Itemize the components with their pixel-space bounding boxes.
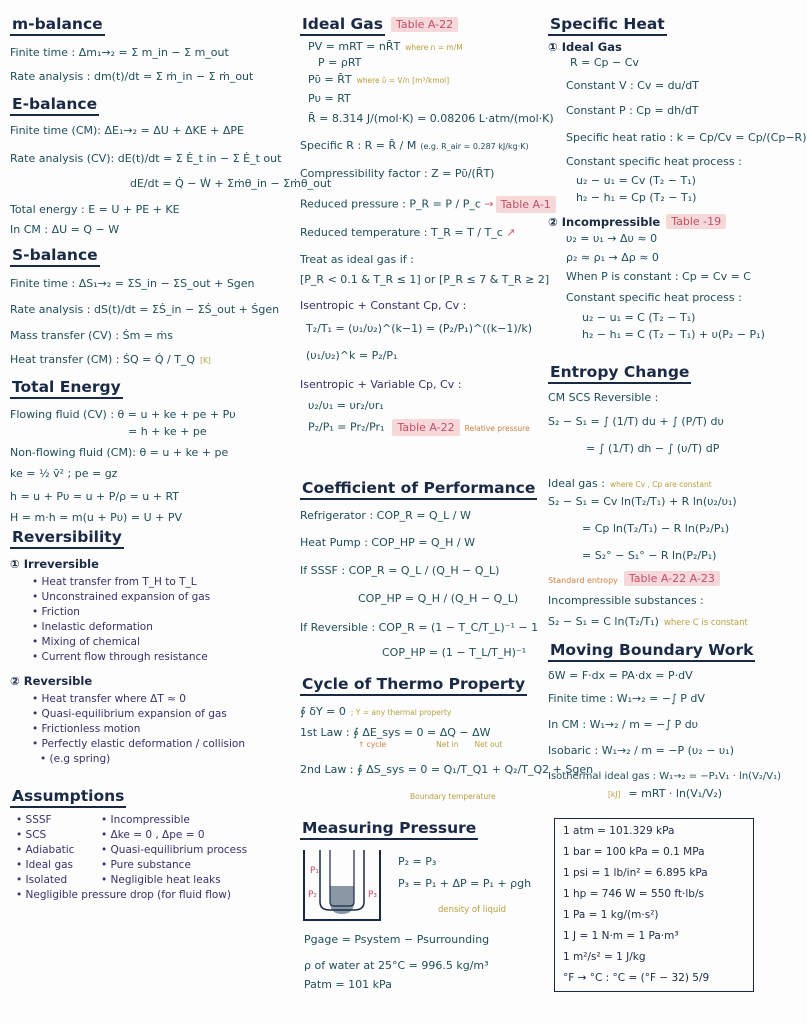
m-balance-heading: m-balance [10,15,105,36]
ideal-gas-eq-1: PV = mRT = nR̄T where n = m/M [308,40,463,53]
e-balance-heading: E-balance [10,95,99,116]
incompressible-subheading: ② Incompressible [548,215,661,229]
water-density: ρ of water at 25°C = 996.5 kg/m³ [304,959,489,972]
list-item: • Pure substance [101,858,247,873]
entropy-cm-eq-1: S₂ − S₁ = ∫ (1/T) du + ∫ (P/T) dυ [548,415,724,428]
flowing-fluid: Flowing fluid (CV) : θ = u + ke + pe + Pυ [10,408,236,421]
sh-ig-7: h₂ − h₁ = Cp (T₂ − T₁) [576,191,697,204]
entropy-incomp-title: Incompressible substances : [548,594,704,607]
cop-reversible-hp: COP_HP = (1 − T_L/T_H)⁻¹ [382,646,527,659]
ideal-gas-section [300,14,556,436]
irreversible-list [10,575,245,665]
reversible-list [10,692,245,767]
list-item: • Perfectly elastic deformation / collision [32,737,245,752]
flowing-fluid-2: = h + ke + pe [128,425,207,438]
ideal-gas-condition: [P_R < 0.1 & T_R ≤ 1] or [P_R ≤ 7 & T_R ≥ 2] [300,273,550,286]
sh-ig-6: u₂ − u₁ = Cv (T₂ − T₁) [576,174,696,187]
p2-label: P₂ [308,890,318,900]
manometer-svg [300,846,384,922]
conversion-row: 1 psi = 1 lb/in² = 6.895 kPa [563,867,708,879]
s-balance-section [10,245,279,368]
p3-label: P₃ [368,890,378,900]
table-a22-tag: Table A-22 [392,419,459,436]
e-balance-rate: Rate analysis (CV): dE(t)/dt = Σ Ė_t in − Σ Ė_t out [10,152,282,165]
isentropic-const-title: Isentropic + Constant Cp, Cv : [300,299,467,312]
mbw-eq-1: δW = F·dx = PA·dx = P·dV [548,669,693,682]
entropy-ideal-gas-title: Ideal gas : where Cv , Cp are constant [548,477,712,490]
measuring-pressure-heading: Measuring Pressure [300,819,478,840]
table-tag: Table A-22 [391,17,458,32]
conversion-row: 1 atm = 101.329 kPa [563,825,675,837]
list-item: • Isolated [16,873,101,888]
conversion-row: °F → °C : °C = (°F − 32) 5/9 [563,972,710,984]
sh-ig-2: Constant V : Cv = du/dT [566,79,699,92]
enthalpy-total: H = m·h = m(u + Pυ) = U + PV [10,511,182,524]
sh-inc-2: ρ₂ ≈ ρ₁ → Δρ ≈ 0 [566,251,659,264]
e-balance-section [10,94,331,237]
measuring-pressure-section [300,818,478,840]
total-energy-heading: Total Energy [10,378,123,399]
reversible-heading: ② Reversible [10,674,93,688]
ideal-gas-header [300,14,556,36]
specific-heat-heading: Specific Heat [548,15,667,36]
list-item: • Current flow through resistance [32,650,245,665]
cop-heading: Coefficient of Performance [300,479,537,500]
enthalpy-specific: h = u + Pυ = u + P/ρ = u + RT [10,490,180,503]
reduced-pressure: Reduced pressure : P_R = P / P_c → Table A-1 [300,196,556,213]
list-item: • Incompressible [101,813,247,828]
list-item: • Inelastic deformation [32,620,245,635]
cycle-notes: ↑ cycle Net in Net out [358,740,503,749]
table-19-tag: Table -19 [666,214,726,229]
table-a22-a23-tag: Table A-22 A-23 [624,571,720,586]
mass-transfer: Mass transfer (CV) : Ṡm = ṁs [10,329,173,342]
reversibility-section [10,527,245,767]
entropy-change-section [548,362,748,631]
assumptions-section [10,786,247,903]
isentropic-var-eq-2: P₂/P₁ = Pr₂/Pr₁ Table A-22 Relative pressure [308,420,530,434]
cop-heat-pump: Heat Pump : COP_HP = Q_H / W [300,536,475,549]
list-item: • Negligible heat leaks [101,873,247,888]
list-item: • Negligible pressure drop (for fluid flow) [10,888,247,903]
ideal-gas-eq-2: P = ρRT [318,56,362,69]
total-energy-def: Total energy : E = U + PE + KE [10,203,180,216]
entropy-incomp-eq: S₂ − S₁ = C ln(T₂/T₁) where C is constant [548,615,748,628]
entropy-ig-eq-3: = S₂° − S₁° − R ln(P₂/P₁) [582,549,717,562]
s-balance-heading: S-balance [10,246,100,267]
mbw-eq-2: Finite time : W₁→₂ = −∫ P dV [548,692,705,705]
list-item: • SSSF [16,813,101,828]
sh-inc-4: Constant specific heat process : [566,291,742,304]
non-flowing-fluid: Non-flowing fluid (CM): θ = u + ke + pe [10,446,229,459]
list-item: • SCS [16,828,101,843]
unit-conversion-box [554,818,754,992]
entropy-ig-eq-2: = Cp ln(T₂/T₁) − R ln(P₂/P₁) [582,522,730,535]
list-item: • Friction [32,605,245,620]
conversion-row: 1 Pa = 1 kg/(m·s²) [563,909,659,921]
isentropic-const-eq-2: (υ₁/υ₂)^k = P₂/P₁ [306,349,398,362]
sh-inc-1: υ₂ = υ₁ → Δυ ≈ 0 [566,232,658,245]
m-balance-finite: Finite time : Δm₁→₂ = Σ m_in − Σ m_out [10,46,229,59]
assumptions-right [101,813,247,888]
e-balance-rate-expanded: dE/dt = Q̇ − Ẇ + Σṁθ_in − Σṁθ_out [130,177,332,190]
reduced-temperature: Reduced temperature : T_R = T / T_c ↗ [300,226,516,239]
ideal-gas-eq-4: Pυ = RT [308,92,351,105]
cop-refrigerator: Refrigerator : COP_R = Q_L / W [300,509,471,522]
list-item: • Heat transfer from T_H to T_L [32,575,245,590]
list-item: • Unconstrained expansion of gas [32,590,245,605]
cop-reversible-r: If Reversible : COP_R = (1 − T_C/T_L)⁻¹ − 1 [300,621,539,634]
conversion-row: 1 bar = 100 kPa = 0.1 MPa [563,846,705,858]
cop-sssf-r: If SSSF : COP_R = Q_L / (Q_H − Q_L) [300,564,500,577]
boundary-temp-note: Boundary temperature [410,792,496,801]
cycle-first-law: 1st Law : ∮ ΔE_sys = 0 = ΔQ − ΔW [300,726,491,739]
cycle-second-law: 2nd Law : ∮ ΔS_sys = 0 = Q₁/T_Q1 + Q₂/T_Q2 + Sgen [300,763,594,776]
list-item: • Quasi-equilibrium expansion of gas [32,707,245,722]
list-item: • Mixing of chemical [32,635,245,650]
atmospheric-pressure: Patm = 101 kPa [304,978,392,991]
mbw-eq-5: Isothermal ideal gas : W₁→₂ = −P₁V₁ · ln(V₂/V₁) [548,771,782,782]
entropy-change-heading: Entropy Change [548,363,691,384]
specific-r: Specific R : R = R̄ / M (e.g. R_air = 0.287 kJ/kg·K) [300,139,529,152]
list-item: • Quasi-equilibrium process [101,843,247,858]
s-balance-finite: Finite time : ΔS₁→₂ = ΣS_in − ΣS_out + Sgen [10,277,255,290]
m-balance-section [10,14,253,84]
manometer-diagram [300,846,384,922]
standard-entropy-note: Standard entropy Table A-22 A-23 [548,568,748,587]
ideal-gas-eq-3: Pῡ = R̄T where ῡ = V/n [m³/kmol] [308,73,450,86]
table-a1-tag: Table A-1 [496,196,556,213]
conversion-row: 1 J = 1 N·m = 1 Pa·m³ [563,930,679,942]
isentropic-var-title: Isentropic + Variable Cp, Cv : [300,378,462,391]
sh-ig-4: Specific heat ratio : k = Cp/Cv = Cp/(Cp−R) [566,131,807,144]
assumptions-grid [10,813,247,888]
list-item: • Frictionless motion [32,722,245,737]
cm-energy: In CM : ΔU = Q − W [10,223,120,236]
mbw-eq-3: In CM : W₁→₂ / m = −∫ P dυ [548,718,699,731]
entropy-cm-title: CM SCS Reversible : [548,391,659,404]
pressure-eq-2: P₃ = P₁ + ΔP = P₁ + ρgh [398,877,532,890]
list-item: • Δke = 0 , Δpe = 0 [101,828,247,843]
list-item: • Adiabatic [16,843,101,858]
compressibility: Compressibility factor : Z = Pῡ/(R̄T) [300,167,495,180]
sh-inc-5: u₂ − u₁ = C (T₂ − T₁) [582,311,696,324]
conversion-row: 1 m²/s² = 1 J/kg [563,951,646,963]
list-item: • Ideal gas [16,858,101,873]
list-item-continued: • (e.g spring) [32,752,245,767]
ke-pe: ke = ½ v̄² ; pe = gz [10,467,118,480]
ideal-gas-subheading: ① Ideal Gas [548,40,622,54]
sh-inc-6: h₂ − h₁ = C (T₂ − T₁) + υ(P₂ − P₁) [582,328,765,341]
sh-ig-5: Constant specific heat process : [566,155,742,168]
cycle-property: ∮ δY = 0 ; Y = any thermal property [300,705,452,718]
list-item: • Heat transfer where ΔT ≈ 0 [32,692,245,707]
conversion-row: 1 hp = 746 W = 550 ft·lb/s [563,888,704,900]
total-energy-section [10,377,236,525]
cop-section [300,478,538,660]
sh-inc-3: When P is constant : Cp = Cv = C [566,270,751,283]
mbw-eq-4: Isobaric : W₁→₂ / m = −P (υ₂ − υ₁) [548,744,734,757]
moving-boundary-heading: Moving Boundary Work [548,641,755,662]
isentropic-const-eq-1: T₂/T₁ = (υ₁/υ₂)^(k−1) = (P₂/P₁)^((k−1)/k) [306,322,533,335]
density-note: density of liquid [438,905,507,915]
reversibility-heading: Reversibility [10,528,124,549]
m-balance-rate: Rate analysis : dm(t)/dt = Σ ṁ_in − Σ ṁ_out [10,70,254,83]
e-balance-finite: Finite time (CM): ΔE₁→₂ = ΔU + ΔKE + ΔPE [10,124,245,137]
entropy-cm-eq-2: = ∫ (1/T) dh − ∫ (υ/T) dP [586,442,720,455]
gage-pressure: Pgage = Psystem − Psurrounding [304,933,490,946]
universal-gas-constant: R̄ = 8.314 J/(mol·K) = 0.08206 L·atm/(mol·K) [308,112,554,125]
moving-boundary-section [548,640,781,802]
assumptions-heading: Assumptions [10,787,126,808]
mbw-eq-6: [kJ] = mRT · ln(V₁/V₂) [608,787,723,800]
cop-sssf-hp: COP_HP = Q_H / (Q_H − Q_L) [358,592,519,605]
assumptions-left [10,813,101,888]
pressure-eq-1: P₂ = P₃ [398,855,437,868]
irreversible-heading: ① Irreversible [10,557,99,571]
sh-ig-3: Constant P : Cp = dh/dT [566,104,699,117]
ideal-gas-heading: Ideal Gas [300,15,385,36]
heat-transfer: Heat transfer (CM) : ṠQ = Q̇ / T_Q [K] [10,353,211,366]
incompressible-header [548,211,807,230]
sh-ig-1: R = Cp − Cv [570,56,639,69]
entropy-ig-eq-1: S₂ − S₁ = Cv ln(T₂/T₁) + R ln(υ₂/υ₁) [548,495,737,508]
p1-label: P₁ [310,866,320,876]
specific-heat-section [548,14,807,342]
isentropic-var-eq-1: υ₂/υ₁ = υr₂/υr₁ [308,399,384,412]
s-balance-rate: Rate analysis : dS(t)/dt = ΣṠ_in − ΣṠ_out + Ṡgen [10,303,280,316]
cycle-heading: Cycle of Thermo Property [300,675,527,696]
ideal-gas-condition-title: Treat as ideal gas if : [300,253,414,266]
